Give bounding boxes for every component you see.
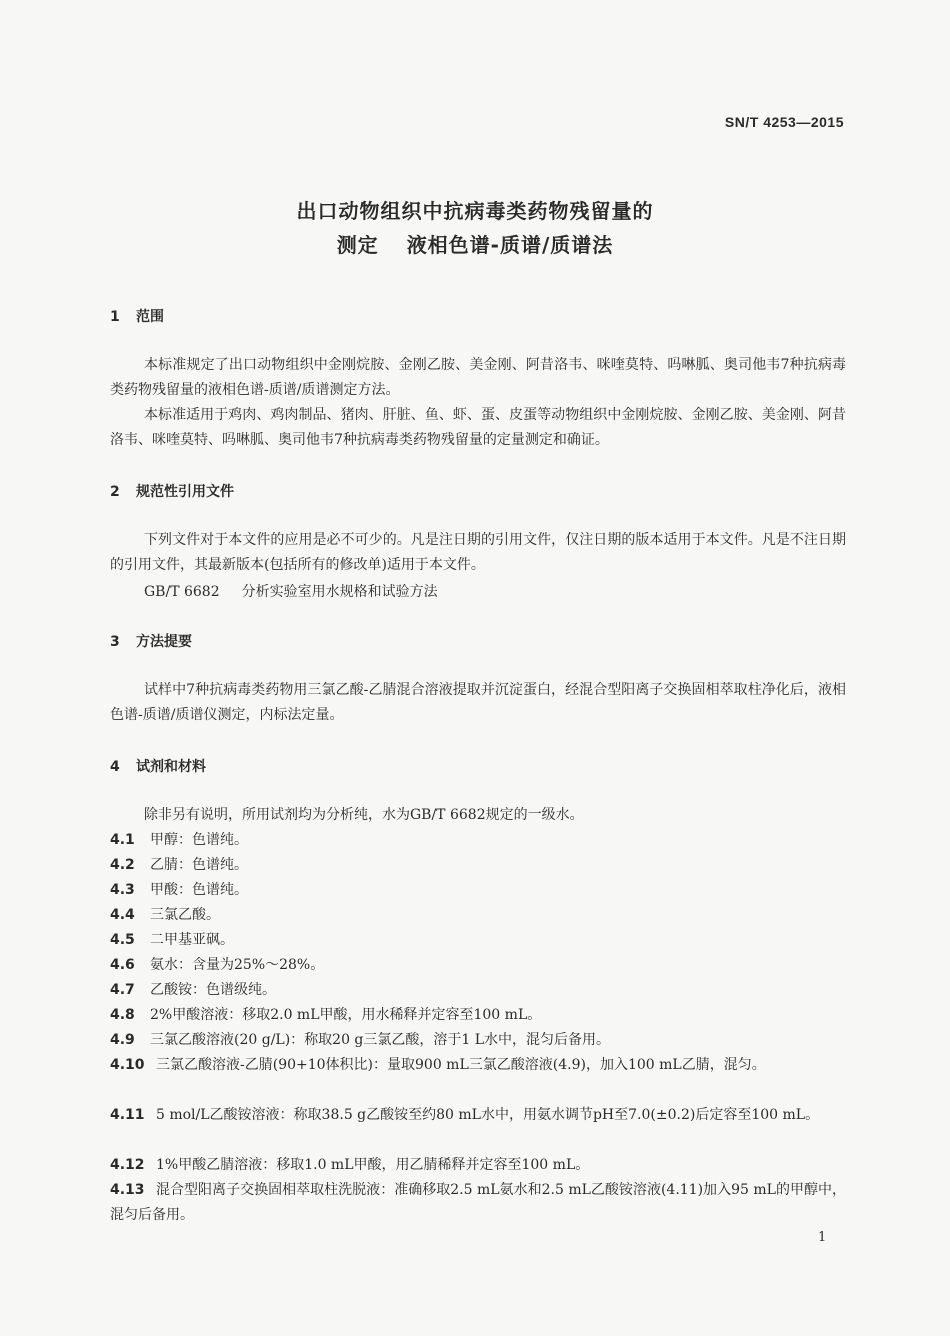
- list-item: 4.2 乙腈：色谱纯。: [110, 857, 248, 873]
- list-item: 4.13 混合型阳离子交换固相萃取柱洗脱液：准确移取2.5 mL氨水和2.5 mL乙酸铵溶液(4.11)加入95 mL的甲醇中，混匀后备用。: [110, 1182, 846, 1223]
- section-heading-references: [110, 481, 234, 501]
- list-item: 4.4 三氯乙酸。: [110, 907, 220, 923]
- standard-code: SN/T 4253—2015: [724, 114, 844, 130]
- references-paragraph: 下列文件对于本文件的应用是必不可少的。凡是注日期的引用文件，仅注日期的版本适用于本文件。凡是不注日期的引用文件，其最新版本(包括所有的修改单)适用于本文件。: [110, 532, 846, 573]
- title-line-2: [0, 228, 950, 262]
- title-line-2b: 液相色谱-质谱/质谱法: [406, 233, 614, 257]
- section-title: 范围: [136, 309, 164, 325]
- page-number: 1: [818, 1230, 827, 1245]
- section-number: 1: [110, 309, 120, 325]
- section-heading-reagents: [110, 756, 206, 776]
- scope-paragraph-1: 本标准规定了出口动物组织中金刚烷胺、金刚乙胺、美金刚、阿昔洛韦、咪喹莫特、吗啉胍、奥司他韦7种抗病毒类药物残留量的液相色谱-质谱/质谱测定方法。: [110, 357, 846, 398]
- list-item: 4.10 三氯乙酸溶液-乙腈(90+10体积比)：量取900 mL三氯乙酸溶液(4.9)，加入100 mL乙腈，混匀。: [110, 1057, 766, 1073]
- reference-code: GB/T 6682: [144, 584, 220, 600]
- section-number: 3: [110, 634, 120, 650]
- scope-paragraph-2: 本标准适用于鸡肉、鸡肉制品、猪肉、肝脏、鱼、虾、蛋、皮蛋等动物组织中金刚烷胺、金刚乙胺、美金刚、阿昔洛韦、咪喹莫特、吗啉胍、奥司他韦7种抗病毒类药物残留量的定量测定和确证。: [110, 407, 846, 448]
- list-item: 4.1 甲醇：色谱纯。: [110, 832, 248, 848]
- section-heading-method-summary: [110, 631, 192, 651]
- section-title: 规范性引用文件: [136, 484, 234, 500]
- section-heading-scope: [110, 306, 164, 326]
- title-line-2a: 测定: [336, 233, 379, 257]
- list-item: 4.8 2%甲酸溶液：移取2.0 mL甲酸，用水稀释并定容至100 mL。: [110, 1007, 542, 1023]
- section-title: 方法提要: [136, 634, 192, 650]
- list-item: 4.9 三氯乙酸溶液(20 g/L)：称取20 g三氯乙酸，溶于1 L水中，混匀后备用。: [110, 1032, 611, 1048]
- reference-entry: [144, 581, 438, 601]
- list-item: 4.3 甲酸：色谱纯。: [110, 882, 248, 898]
- reference-title: 分析实验室用水规格和试验方法: [241, 584, 438, 600]
- section-title: 试剂和材料: [136, 759, 206, 775]
- list-item: 4.11 5 mol/L乙酸铵溶液：称取38.5 g乙酸铵至约80 mL水中，用氨水调节pH至7.0(±0.2)后定容至100 mL。: [110, 1107, 820, 1123]
- document-title: [0, 194, 950, 262]
- list-item: 4.5 二甲基亚砜。: [110, 932, 234, 948]
- section-number: 4: [110, 759, 120, 775]
- list-item: 4.6 氨水：含量为25%～28%。: [110, 957, 325, 973]
- section-number: 2: [110, 484, 120, 500]
- method-summary-paragraph: 试样中7种抗病毒类药物用三氯乙酸-乙腈混合溶液提取并沉淀蛋白，经混合型阳离子交换固相萃取柱净化后，液相色谱-质谱/质谱仪测定，内标法定量。: [110, 682, 846, 723]
- list-item: 4.7 乙酸铵：色谱级纯。: [110, 982, 276, 998]
- list-item: 4.12 1%甲酸乙腈溶液：移取1.0 mL甲酸，用乙腈稀释并定容至100 mL。: [110, 1157, 590, 1173]
- title-line-1: 出口动物组织中抗病毒类药物残留量的: [296, 199, 654, 223]
- reagents-intro-paragraph: 除非另有说明，所用试剂均为分析纯，水为GB/T 6682规定的一级水。: [144, 807, 584, 823]
